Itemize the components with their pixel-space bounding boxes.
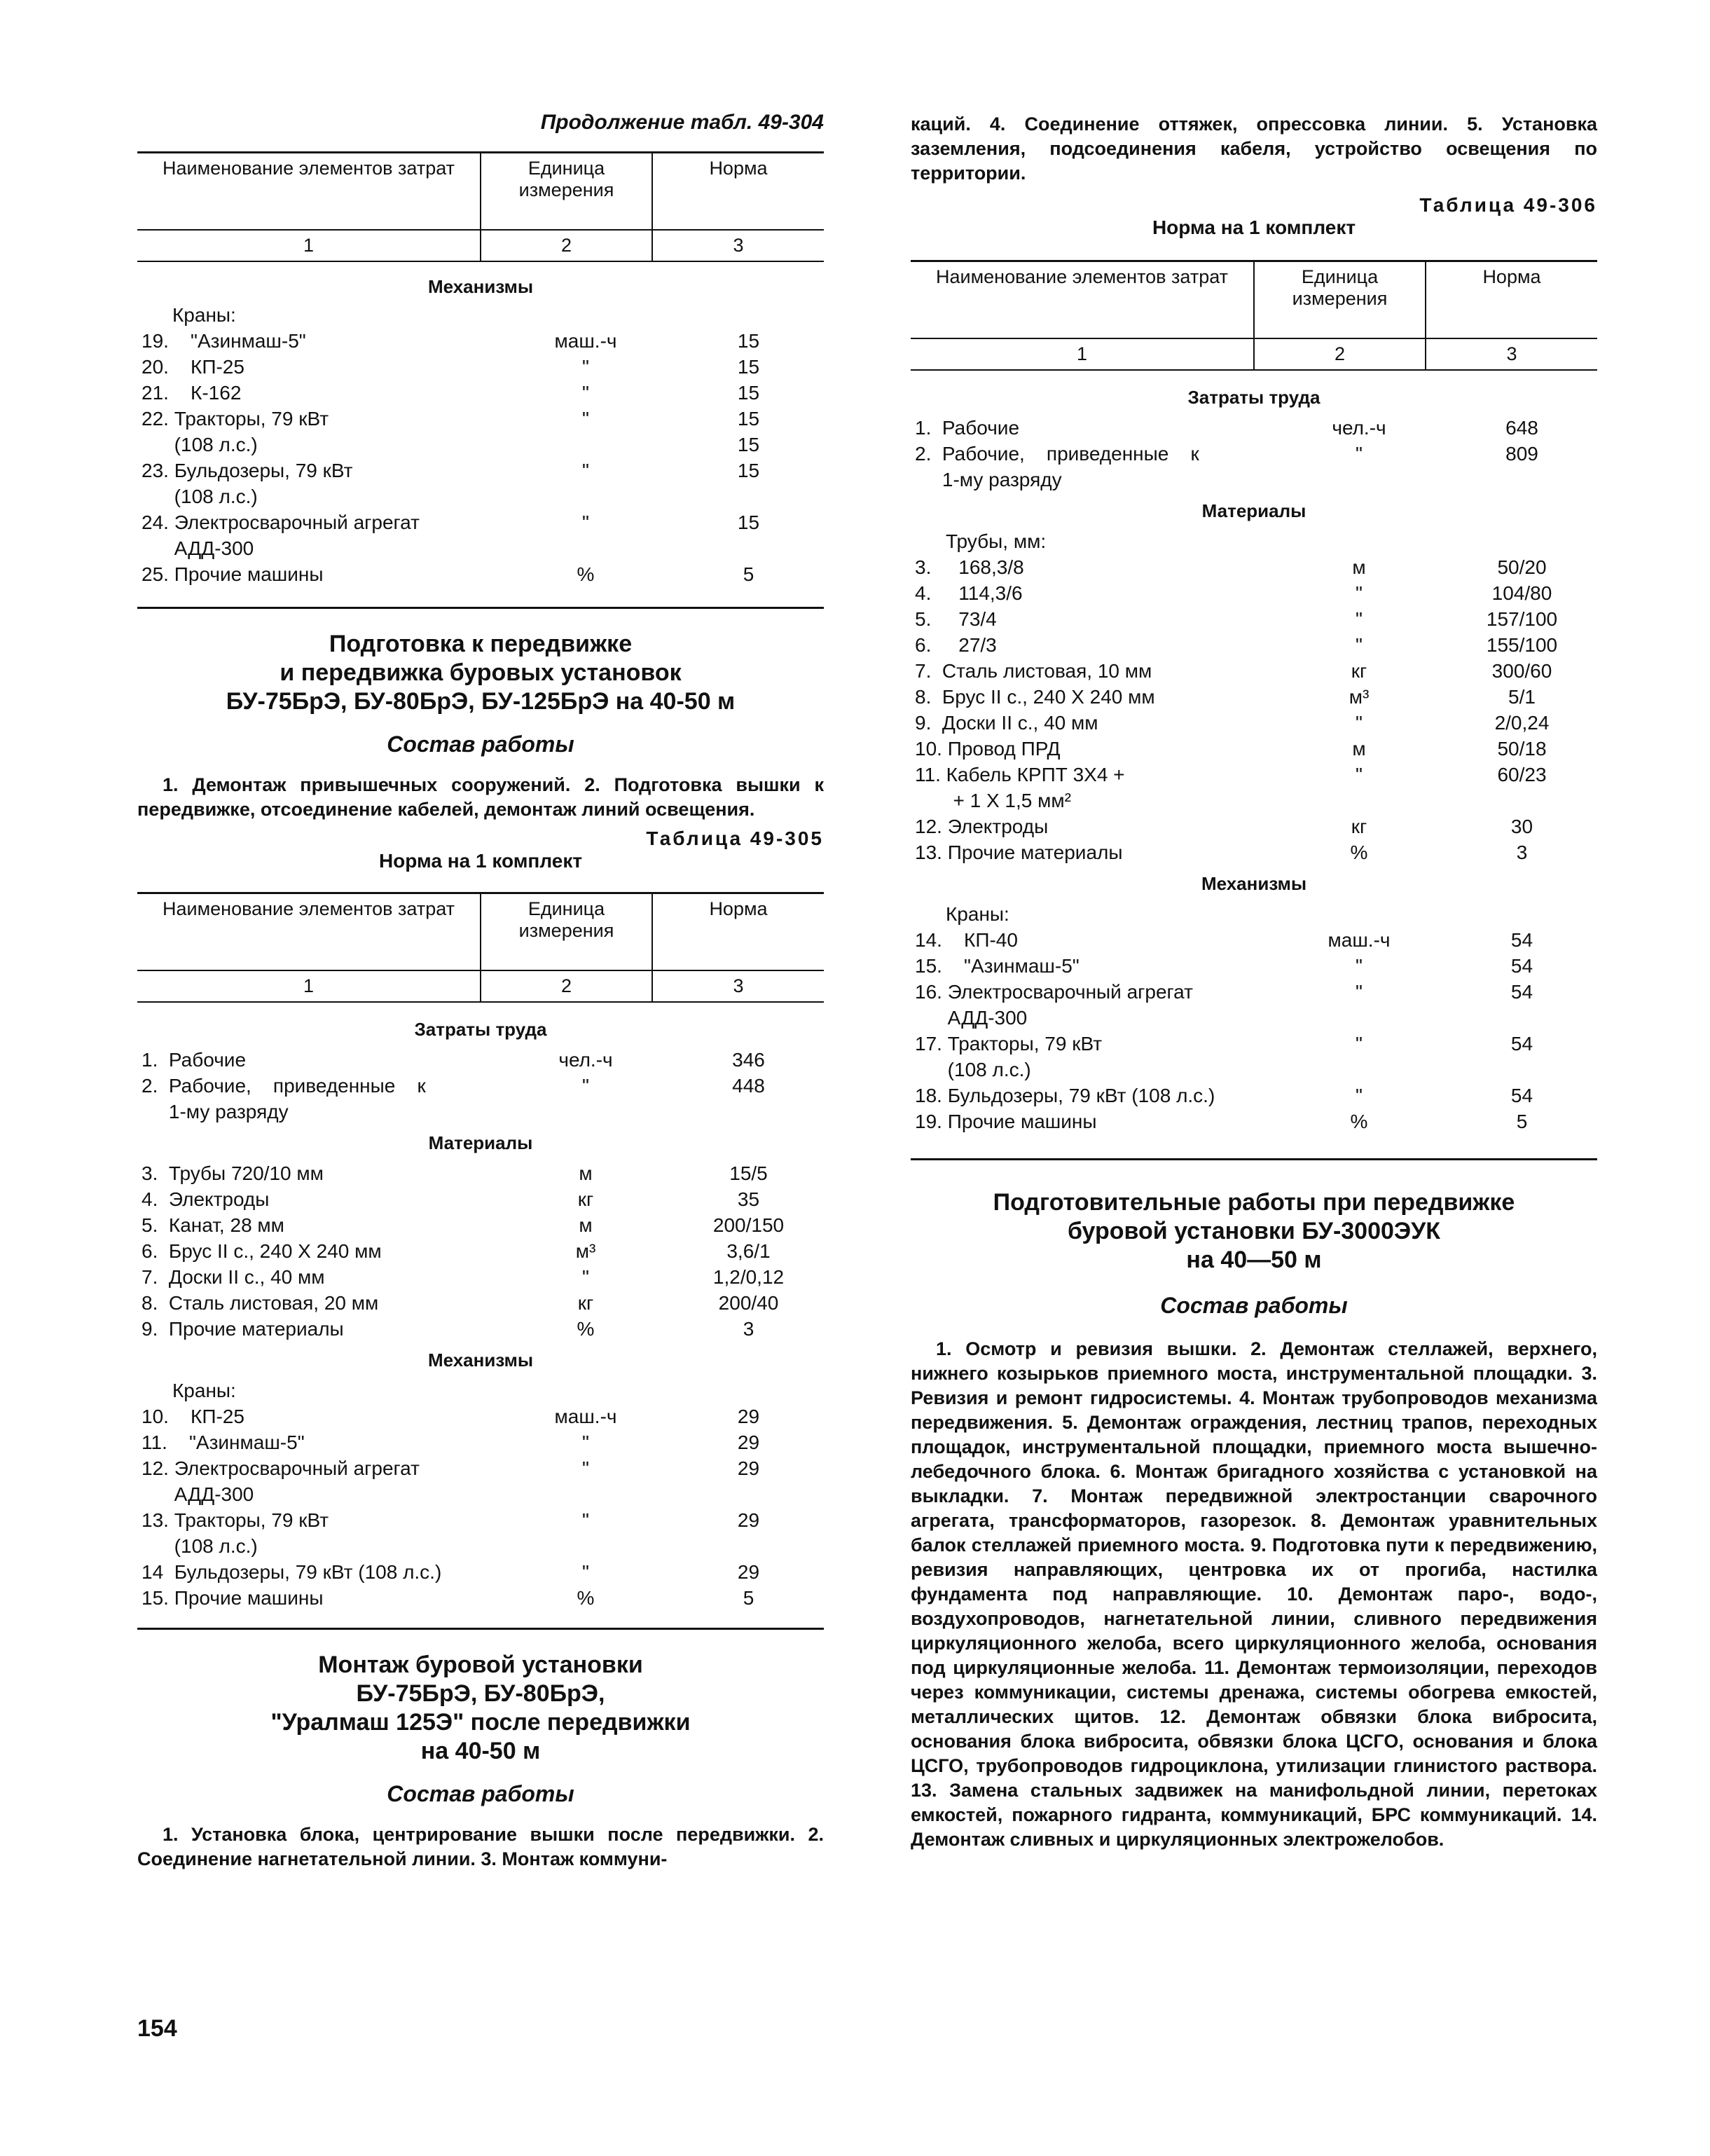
table-row bbox=[911, 606, 1597, 632]
row-value bbox=[1447, 1005, 1597, 1031]
row-unit: " bbox=[1356, 1033, 1363, 1055]
table-row bbox=[911, 813, 1597, 839]
row-unit: " bbox=[582, 1561, 589, 1583]
table-row bbox=[137, 1507, 824, 1533]
row-name: 11. Кабель КРПТ 3X4 + bbox=[915, 764, 1125, 785]
row-name: 7. Сталь листовая, 10 мм bbox=[915, 660, 1152, 682]
table-row bbox=[137, 328, 824, 354]
row-name: 7. Доски II с., 40 мм bbox=[142, 1266, 325, 1288]
section-heading-preparation bbox=[137, 630, 824, 716]
row-value: 1,2/0,12 bbox=[712, 1266, 785, 1288]
section-title: Механизмы bbox=[427, 1350, 534, 1371]
cranes-label-text: Краны: bbox=[172, 1380, 236, 1401]
row-unit: " bbox=[582, 460, 589, 481]
row-name: 16. Электросварочный агрегат bbox=[915, 981, 1193, 1003]
row-unit: " bbox=[582, 1509, 589, 1531]
table-row bbox=[137, 1585, 824, 1611]
table-row bbox=[911, 1083, 1597, 1108]
row-name: АДД-300 bbox=[142, 537, 254, 559]
row-unit: чел.-ч bbox=[1332, 417, 1386, 439]
row-unit: " bbox=[582, 356, 589, 378]
table-row bbox=[137, 483, 824, 509]
row-name: 15. "Азинмаш-5" bbox=[915, 955, 1080, 977]
row-unit: % bbox=[577, 1587, 595, 1609]
table-row bbox=[911, 927, 1597, 953]
row-name: 1. Рабочие bbox=[915, 417, 1020, 439]
table-title: Таблица 49-306 bbox=[1419, 194, 1597, 216]
row-name: (108 л.с.) bbox=[915, 1059, 1031, 1080]
left-column bbox=[137, 0, 824, 1872]
row-unit bbox=[498, 1099, 673, 1125]
row-name: 20. КП-25 bbox=[142, 356, 244, 378]
table-row bbox=[137, 1403, 824, 1429]
heading-line: буровой установки БУ-3000ЭУК bbox=[1067, 1218, 1440, 1244]
row-value: 15 bbox=[737, 382, 760, 404]
section-heading-preparatory-works bbox=[911, 1188, 1597, 1275]
table-row bbox=[911, 736, 1597, 762]
row-value: 200/40 bbox=[718, 1292, 779, 1314]
row-value: 155/100 bbox=[1486, 634, 1558, 656]
section-title: Материалы bbox=[428, 1132, 533, 1153]
row-value: 54 bbox=[1510, 1033, 1533, 1055]
row-value bbox=[673, 1099, 824, 1125]
row-unit: м³ bbox=[575, 1240, 596, 1262]
row-value: 3 bbox=[1516, 842, 1528, 863]
col-number-3: 3 bbox=[652, 230, 824, 261]
table-row bbox=[911, 1031, 1597, 1057]
heading-line: на 40-50 м bbox=[420, 1738, 541, 1764]
row-unit bbox=[498, 432, 673, 458]
table-row bbox=[137, 354, 824, 380]
section-title: Механизмы bbox=[427, 276, 534, 297]
table-row bbox=[137, 1160, 824, 1186]
row-value: 54 bbox=[1510, 1085, 1533, 1106]
row-name: 25. Прочие машины bbox=[142, 563, 324, 585]
work-description: 1. Осмотр и ревизия вышки. 2. Демонтаж стеллажей, верхнего, нижнего козырьков приемного моста, инструментальной площадки. 3. Ревизия и ремонт гидросистемы. 4. Монтаж трубопроводов механизма передвижения. 5. Демонтаж ограждения, лестниц трапов, переходных площадок, инструментальной площадки, приемного моста вышечно-лебедочного блока. 6. Монтаж бригадного хозяйства с установкой на выкладки. 7. Монтаж передвижной электростанции сварочного агрегата, трансформаторов, газорезок. 8. Демонтаж уравнительных балок стеллажей приемного моста. 9. Подготовка пути к передвижению, ревизия направляющих, центровка их от прогиба, настилка фундамента под направляющие. 10. Демонтаж паро-, водо-, воздухопроводов, нагнетательной линии, сливного передвижения циркуляционного желоба, всего циркуляционного желоба, основания под циркуляционные желоба. 11. Демонтаж термоизоляции, переходов через коммуникации, системы дренажа, системы обогрева емкостей, металлических щитов. 12. Демонтаж обвязки блока вибросита, основания блока вибросита, обвязки блока ЦСГО, основания и блока ЦСГО, трубопроводов гидроциклона, утилизации глинистого раствора. 13. Замена стальных задвижек на манифольдной линии, перетоках емкостей, пожарного гидранта, коммуникаций, БРС коммуникаций. 14. Демонтаж сливных и циркуляционных электрожелобов. bbox=[911, 1338, 1597, 1850]
table-row bbox=[137, 380, 824, 406]
work-description: 1. Установка блока, центрирование вышки после передвижки. 2. Соединение нагнетательной линии. 3. Монтаж коммуни- bbox=[137, 1824, 824, 1869]
row-name: 10. Провод ПРД bbox=[915, 738, 1061, 760]
row-value: 30 bbox=[1510, 816, 1533, 837]
heading-line: "Уралмаш 125Э" после передвижки bbox=[270, 1709, 691, 1736]
row-value: 15 bbox=[737, 460, 760, 481]
row-value: 15 bbox=[737, 330, 760, 352]
row-value: 29 bbox=[737, 1406, 760, 1427]
table-row bbox=[911, 788, 1597, 813]
row-value: 60/23 bbox=[1497, 764, 1547, 785]
row-name: 13. Тракторы, 79 кВт bbox=[142, 1509, 329, 1531]
row-value: 346 bbox=[732, 1049, 765, 1071]
row-unit: % bbox=[577, 563, 595, 585]
row-unit: " bbox=[1356, 582, 1363, 604]
table-row bbox=[911, 762, 1597, 788]
row-value: 54 bbox=[1510, 929, 1533, 951]
row-name: 9. Доски II с., 40 мм bbox=[915, 712, 1098, 734]
row-name: (108 л.с.) bbox=[142, 1535, 258, 1557]
row-unit bbox=[498, 483, 673, 509]
row-name: 12. Электросварочный агрегат bbox=[142, 1457, 420, 1479]
table-subtitle: Норма на 1 комплект bbox=[1152, 217, 1356, 238]
row-value: 5/1 bbox=[1508, 686, 1536, 708]
row-name: 14. КП-40 bbox=[915, 929, 1018, 951]
row-unit: маш.-ч bbox=[1328, 929, 1391, 951]
row-unit: " bbox=[1356, 443, 1363, 465]
row-unit: " bbox=[1356, 712, 1363, 734]
page-number: 154 bbox=[137, 2015, 177, 2042]
table-row bbox=[137, 1559, 824, 1585]
row-name: 15. Прочие машины bbox=[142, 1587, 324, 1609]
row-unit: м bbox=[579, 1162, 593, 1184]
row-value bbox=[673, 535, 824, 561]
table-body-49-304 bbox=[137, 302, 824, 587]
heading-line: и передвижка буровых установок bbox=[280, 659, 682, 686]
table-row bbox=[137, 1099, 824, 1125]
table-row bbox=[911, 554, 1597, 580]
row-name: 5. 73/4 bbox=[915, 608, 997, 630]
row-name: 4. 114,3/6 bbox=[915, 582, 1023, 604]
col-number-3: 3 bbox=[1426, 338, 1597, 370]
row-unit: " bbox=[582, 382, 589, 404]
table-title: Таблица 49-305 bbox=[646, 828, 824, 849]
table-row bbox=[137, 1429, 824, 1455]
table-row bbox=[137, 1290, 824, 1316]
table-row bbox=[137, 1186, 824, 1212]
cranes-label bbox=[911, 901, 1597, 927]
row-name: + 1 X 1,5 мм² bbox=[915, 790, 1071, 811]
row-name: 10. КП-25 bbox=[142, 1406, 244, 1427]
continuation-caption: Продолжение табл. 49-304 bbox=[540, 111, 824, 134]
table-row bbox=[137, 1316, 824, 1342]
row-unit bbox=[1271, 467, 1447, 493]
table-row bbox=[911, 710, 1597, 736]
row-name: 4. Электроды bbox=[142, 1188, 270, 1210]
col-number-1: 1 bbox=[137, 970, 481, 1002]
table-row bbox=[911, 632, 1597, 658]
row-value: 15 bbox=[737, 408, 760, 430]
section-title: Затраты труда bbox=[414, 1019, 547, 1040]
table-row bbox=[137, 1238, 824, 1264]
row-name: 24. Электросварочный агрегат bbox=[142, 511, 420, 533]
row-name: 6. 27/3 bbox=[915, 634, 997, 656]
section-heading-assembly bbox=[137, 1651, 824, 1766]
row-value bbox=[1447, 467, 1597, 493]
row-name: (108 л.с.) bbox=[142, 486, 258, 507]
row-value: 448 bbox=[732, 1075, 765, 1097]
row-value: 15 bbox=[737, 511, 760, 533]
row-unit: кг bbox=[1351, 816, 1367, 837]
row-value: 809 bbox=[1505, 443, 1538, 465]
heading-line: Подготовка к передвижке bbox=[329, 631, 633, 657]
heading-line: Монтаж буровой установки bbox=[318, 1652, 643, 1678]
table-row bbox=[911, 580, 1597, 606]
row-unit: кг bbox=[577, 1188, 594, 1210]
row-value bbox=[1447, 788, 1597, 813]
col-header-unit: Единица измерения bbox=[481, 153, 652, 231]
row-unit: " bbox=[582, 1431, 589, 1453]
row-value bbox=[673, 1481, 824, 1507]
row-unit: " bbox=[582, 511, 589, 533]
row-unit: " bbox=[1356, 608, 1363, 630]
col-number-2: 2 bbox=[481, 230, 652, 261]
table-row bbox=[137, 1073, 824, 1099]
col-header-name: Наименование элементов затрат bbox=[911, 261, 1254, 339]
work-composition-title: Состав работы bbox=[387, 732, 574, 757]
table-row bbox=[137, 509, 824, 535]
row-unit: кг bbox=[1351, 660, 1367, 682]
row-value: 29 bbox=[737, 1431, 760, 1453]
row-value: 648 bbox=[1505, 417, 1538, 439]
row-name: 22. Тракторы, 79 кВт bbox=[142, 408, 329, 430]
table-row bbox=[137, 1264, 824, 1290]
table-row bbox=[137, 561, 824, 587]
row-value: 50/18 bbox=[1497, 738, 1547, 760]
right-column bbox=[911, 0, 1597, 1852]
row-unit: м bbox=[1352, 738, 1366, 760]
col-header-name: Наименование элементов затрат bbox=[137, 893, 481, 971]
row-unit bbox=[1271, 1057, 1447, 1083]
cranes-label-text: Краны: bbox=[946, 903, 1009, 925]
row-name: 23. Бульдозеры, 79 кВт bbox=[142, 460, 353, 481]
row-unit: " bbox=[1356, 981, 1363, 1003]
row-unit: " bbox=[582, 408, 589, 430]
row-name: 13. Прочие материалы bbox=[915, 842, 1123, 863]
labor-rows bbox=[137, 1047, 824, 1125]
mechanism-rows bbox=[911, 927, 1597, 1134]
pipes-label-text: Трубы, мм: bbox=[946, 530, 1047, 552]
row-unit: % bbox=[1350, 842, 1368, 863]
table-row bbox=[911, 415, 1597, 441]
section-title: Затраты труда bbox=[1187, 387, 1321, 408]
row-name: 18. Бульдозеры, 79 кВт (108 л.с.) bbox=[915, 1085, 1215, 1106]
row-name: 2. Рабочие, приведенные к bbox=[142, 1075, 426, 1097]
col-number-1: 1 bbox=[137, 230, 481, 261]
cranes-label-text: Краны: bbox=[172, 304, 236, 326]
row-value: 54 bbox=[1510, 955, 1533, 977]
row-name: АДД-300 bbox=[142, 1483, 254, 1505]
row-name: 19. "Азинмаш-5" bbox=[142, 330, 306, 352]
table-subtitle: Норма на 1 комплект bbox=[378, 850, 583, 872]
cranes-label bbox=[137, 1378, 824, 1403]
table-row bbox=[137, 1047, 824, 1073]
table-row bbox=[137, 1533, 824, 1559]
row-unit bbox=[498, 1533, 673, 1559]
cranes-label bbox=[137, 302, 824, 328]
row-value: 35 bbox=[737, 1188, 760, 1210]
row-name: 8. Сталь листовая, 20 мм bbox=[142, 1292, 379, 1314]
table-row bbox=[137, 406, 824, 432]
table-row bbox=[911, 1057, 1597, 1083]
row-name: 1-му разряду bbox=[915, 469, 1062, 490]
heading-line: БУ-75БрЭ, БУ-80БрЭ, БУ-125БрЭ на 40-50 м bbox=[226, 688, 736, 715]
row-unit: кг bbox=[577, 1292, 594, 1314]
row-unit: % bbox=[1350, 1111, 1368, 1132]
row-unit bbox=[1271, 788, 1447, 813]
row-unit: " bbox=[582, 1075, 589, 1097]
col-header-name: Наименование элементов затрат bbox=[137, 153, 481, 231]
table-row bbox=[911, 658, 1597, 684]
heading-line: на 40—50 м bbox=[1186, 1247, 1322, 1273]
table-row bbox=[911, 839, 1597, 865]
row-unit: " bbox=[582, 1457, 589, 1479]
table-body-49-306 bbox=[911, 385, 1597, 1134]
row-unit bbox=[498, 535, 673, 561]
row-unit: % bbox=[577, 1318, 595, 1340]
heading-line: Подготовительные работы при передвижке bbox=[993, 1189, 1515, 1216]
section-title: Материалы bbox=[1201, 500, 1306, 521]
heading-line: БУ-75БрЭ, БУ-80БрЭ, bbox=[356, 1680, 605, 1707]
row-value: 29 bbox=[737, 1457, 760, 1479]
row-value: 29 bbox=[737, 1561, 760, 1583]
mechanism-rows bbox=[137, 1403, 824, 1611]
table-rows bbox=[137, 328, 824, 587]
row-name: 8. Брус II с., 240 X 240 мм bbox=[915, 686, 1155, 708]
row-value: 15 bbox=[737, 434, 760, 455]
table-row bbox=[137, 432, 824, 458]
row-unit: " bbox=[1356, 764, 1363, 785]
row-name: (108 л.с.) bbox=[142, 434, 258, 455]
row-value bbox=[673, 483, 824, 509]
row-value: 5 bbox=[1516, 1111, 1528, 1132]
table-row bbox=[137, 458, 824, 483]
row-name: 17. Тракторы, 79 кВт bbox=[915, 1033, 1103, 1055]
row-unit: " bbox=[1356, 634, 1363, 656]
row-value: 157/100 bbox=[1486, 608, 1558, 630]
table-row bbox=[911, 684, 1597, 710]
table-row bbox=[911, 1108, 1597, 1134]
row-name: 2. Рабочие, приведенные к bbox=[915, 443, 1199, 465]
row-name: 3. Трубы 720/10 мм bbox=[142, 1162, 324, 1184]
row-unit: м³ bbox=[1349, 686, 1370, 708]
pipes-label bbox=[911, 528, 1597, 554]
row-name: 12. Электроды bbox=[915, 816, 1049, 837]
col-header-norm: Норма bbox=[652, 893, 824, 971]
row-value bbox=[1447, 1057, 1597, 1083]
col-number-1: 1 bbox=[911, 338, 1254, 370]
row-name: АДД-300 bbox=[915, 1007, 1028, 1029]
col-header-unit: Единица измерения bbox=[1254, 261, 1426, 339]
row-value: 300/60 bbox=[1491, 660, 1552, 682]
row-value: 2/0,24 bbox=[1494, 712, 1550, 734]
row-unit: " bbox=[582, 1266, 589, 1288]
material-rows bbox=[911, 554, 1597, 865]
work-composition-title: Состав работы bbox=[1160, 1293, 1348, 1318]
col-header-norm: Норма bbox=[652, 153, 824, 231]
col-number-2: 2 bbox=[481, 970, 652, 1002]
row-name: 1. Рабочие bbox=[142, 1049, 247, 1071]
table-row bbox=[911, 1005, 1597, 1031]
labor-rows bbox=[911, 415, 1597, 493]
row-value: 200/150 bbox=[712, 1214, 785, 1236]
row-name: 14 Бульдозеры, 79 кВт (108 л.с.) bbox=[142, 1561, 442, 1583]
row-name: 21. К-162 bbox=[142, 382, 242, 404]
continuation-text: каций. 4. Соединение оттяжек, опрессовка линии. 5. Установка заземления, подсоединения кабеля, устройство освещения по территории. bbox=[911, 114, 1597, 184]
table-header-49-306 bbox=[911, 260, 1597, 371]
row-unit: чел.-ч bbox=[558, 1049, 613, 1071]
row-value: 5 bbox=[743, 1587, 754, 1609]
col-number-2: 2 bbox=[1254, 338, 1426, 370]
row-name: 1-му разряду bbox=[142, 1101, 289, 1122]
table-row bbox=[911, 467, 1597, 493]
table-row bbox=[137, 1481, 824, 1507]
row-value: 5 bbox=[743, 563, 754, 585]
row-unit: маш.-ч bbox=[554, 330, 617, 352]
row-unit: " bbox=[1356, 955, 1363, 977]
row-unit: маш.-ч bbox=[554, 1406, 617, 1427]
table-body-49-305 bbox=[137, 1017, 824, 1611]
row-unit: " bbox=[1356, 1085, 1363, 1106]
row-name: 6. Брус II с., 240 X 240 мм bbox=[142, 1240, 382, 1262]
row-name: 5. Канат, 28 мм bbox=[142, 1214, 284, 1236]
work-description: 1. Демонтаж привышечных сооружений. 2. Подготовка вышки к передвижке, отсоединение кабелей, демонтаж линий освещения. bbox=[137, 774, 824, 820]
row-name: 19. Прочие машины bbox=[915, 1111, 1097, 1132]
material-rows bbox=[137, 1160, 824, 1342]
table-header-49-305 bbox=[137, 892, 824, 1003]
row-value: 50/20 bbox=[1497, 556, 1547, 578]
row-value: 15/5 bbox=[729, 1162, 768, 1184]
table-row bbox=[911, 441, 1597, 467]
table-row bbox=[137, 535, 824, 561]
section-title: Механизмы bbox=[1201, 873, 1307, 894]
row-unit bbox=[498, 1481, 673, 1507]
table-row bbox=[137, 1212, 824, 1238]
row-value: 3,6/1 bbox=[726, 1240, 771, 1262]
row-value bbox=[673, 1533, 824, 1559]
row-value: 104/80 bbox=[1491, 582, 1552, 604]
row-value: 29 bbox=[737, 1509, 760, 1531]
row-value: 15 bbox=[737, 356, 760, 378]
table-row bbox=[911, 953, 1597, 979]
row-value: 3 bbox=[743, 1318, 754, 1340]
row-name: 9. Прочие материалы bbox=[142, 1318, 344, 1340]
row-name: 3. 168,3/8 bbox=[915, 556, 1024, 578]
col-number-3: 3 bbox=[652, 970, 824, 1002]
table-header-49-304 bbox=[137, 151, 824, 262]
row-unit bbox=[1271, 1005, 1447, 1031]
row-unit: м bbox=[579, 1214, 593, 1236]
row-unit: м bbox=[1352, 556, 1366, 578]
row-value: 54 bbox=[1510, 981, 1533, 1003]
table-row bbox=[911, 979, 1597, 1005]
col-header-norm: Норма bbox=[1426, 261, 1597, 339]
col-header-unit: Единица измерения bbox=[481, 893, 652, 971]
row-name: 11. "Азинмаш-5" bbox=[142, 1431, 305, 1453]
table-row bbox=[137, 1455, 824, 1481]
work-composition-title: Состав работы bbox=[387, 1781, 574, 1806]
